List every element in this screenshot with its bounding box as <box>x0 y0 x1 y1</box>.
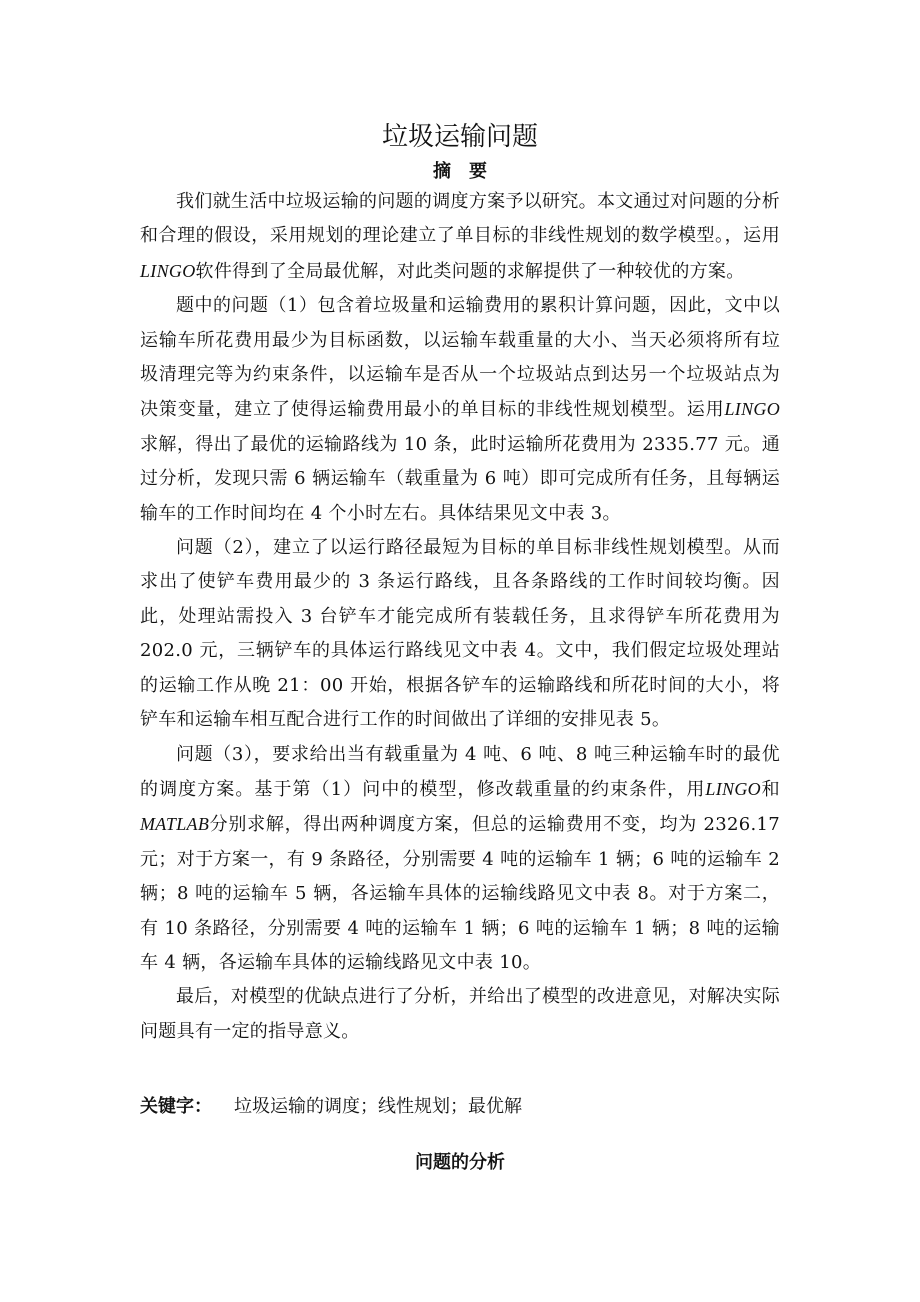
paragraph-text: 题中的问题（1）包含着垃圾量和运输费用的累积计算问题，因此，文中以运输车所花费用最少为目标函数，以运输车载重量的大小、当天必须将所有垃圾清理完等为约束条件，以运输车是否从一个垃圾站点到达另一个垃圾站点为决策变量，建立了使得运输费用最小的单目标的非线性规划模型。运用 <box>140 295 780 421</box>
paragraph-text: 最后，对模型的优缺点进行了分析，并给出了模型的改进意见，对解决实际问题具有一定的指导意义。 <box>140 986 780 1042</box>
software-name: MATLAB <box>140 814 210 835</box>
section-heading: 问题的分析 <box>415 1152 505 1173</box>
paragraph-text: 问题（2），建立了以运行路径最短为目标的单目标非线性规划模型。从而求出了使铲车费用最少的 3 条运行路线，且各条路线的工作时间较均衡。因此，处理站需投入 3 台铲车才能完成所有装载任务，且求得铲车所花费用为 202.0 元，三辆铲车的具体运行路线见文中表 4。文中，我们假定垃圾处理站的运输工作从晚 21：00 开始，根据各铲车的运输路线和所花时间的大小，将铲车和运输车相互配合进行工作的时间做出了详细的安排见表 5。 <box>140 537 780 731</box>
paragraph-text: 软件得到了全局最优解，对此类问题的求解提供了一种较优的方案。 <box>195 260 745 282</box>
keywords-label: 关键字： <box>140 1096 212 1117</box>
software-name: LINGO <box>705 778 761 799</box>
paragraph-text: 分别求解，得出两种调度方案，但总的运输费用不变，均为 2326.17 元；对于方案一，有 9 条路径，分别需要 4 吨的运输车 1 辆；6 吨的运输车 2 辆；8 吨的运输车 5 辆，各运输车具体的运输线路见文中表 8。对于方案二，有 10 条路径，分别需要 4 吨的运输车 1 辆；6 吨的运输车 1 辆；8 吨的运输车 4 辆，各运输车具体的运输线路见文中表 10。 <box>140 814 780 973</box>
abstract-paragraph <box>140 738 780 981</box>
keywords-value: 垃圾运输的调度；线性规划；最优解 <box>234 1096 522 1117</box>
software-name: LINGO <box>140 260 196 281</box>
abstract-body <box>140 185 780 1049</box>
document-title: 垃圾运输问题 <box>381 122 538 152</box>
keywords-line <box>140 1090 780 1124</box>
software-name: LINGO <box>724 399 780 420</box>
abstract-paragraph <box>140 185 780 289</box>
abstract-paragraph <box>140 289 780 531</box>
abstract-heading: 摘要 <box>433 161 505 182</box>
paragraph-text: 我们就生活中垃圾运输的问题的调度方案予以研究。本文通过对问题的分析和合理的假设，采用规划的理论建立了单目标的非线性规划的数学模型。，运用 <box>140 191 780 247</box>
abstract-paragraph <box>140 980 780 1049</box>
paragraph-text: 问题（3），要求给出当有载重量为 4 吨、6 吨、8 吨三种运输车时的最优的调度方案。基于第（1）问中的模型，修改载重量的约束条件，用 <box>140 743 780 800</box>
paragraph-text: 和 <box>760 778 780 800</box>
paragraph-text: 求解，得出了最优的运输路线为 10 条，此时运输所花费用为 2335.77 元。通过分析，发现只需 6 辆运输车（载重量为 6 吨）即可完成所有任务，且每辆运输车的工作时间均在 4 个小时左右。具体结果见文中表 3。 <box>140 433 780 524</box>
abstract-paragraph <box>140 531 780 737</box>
